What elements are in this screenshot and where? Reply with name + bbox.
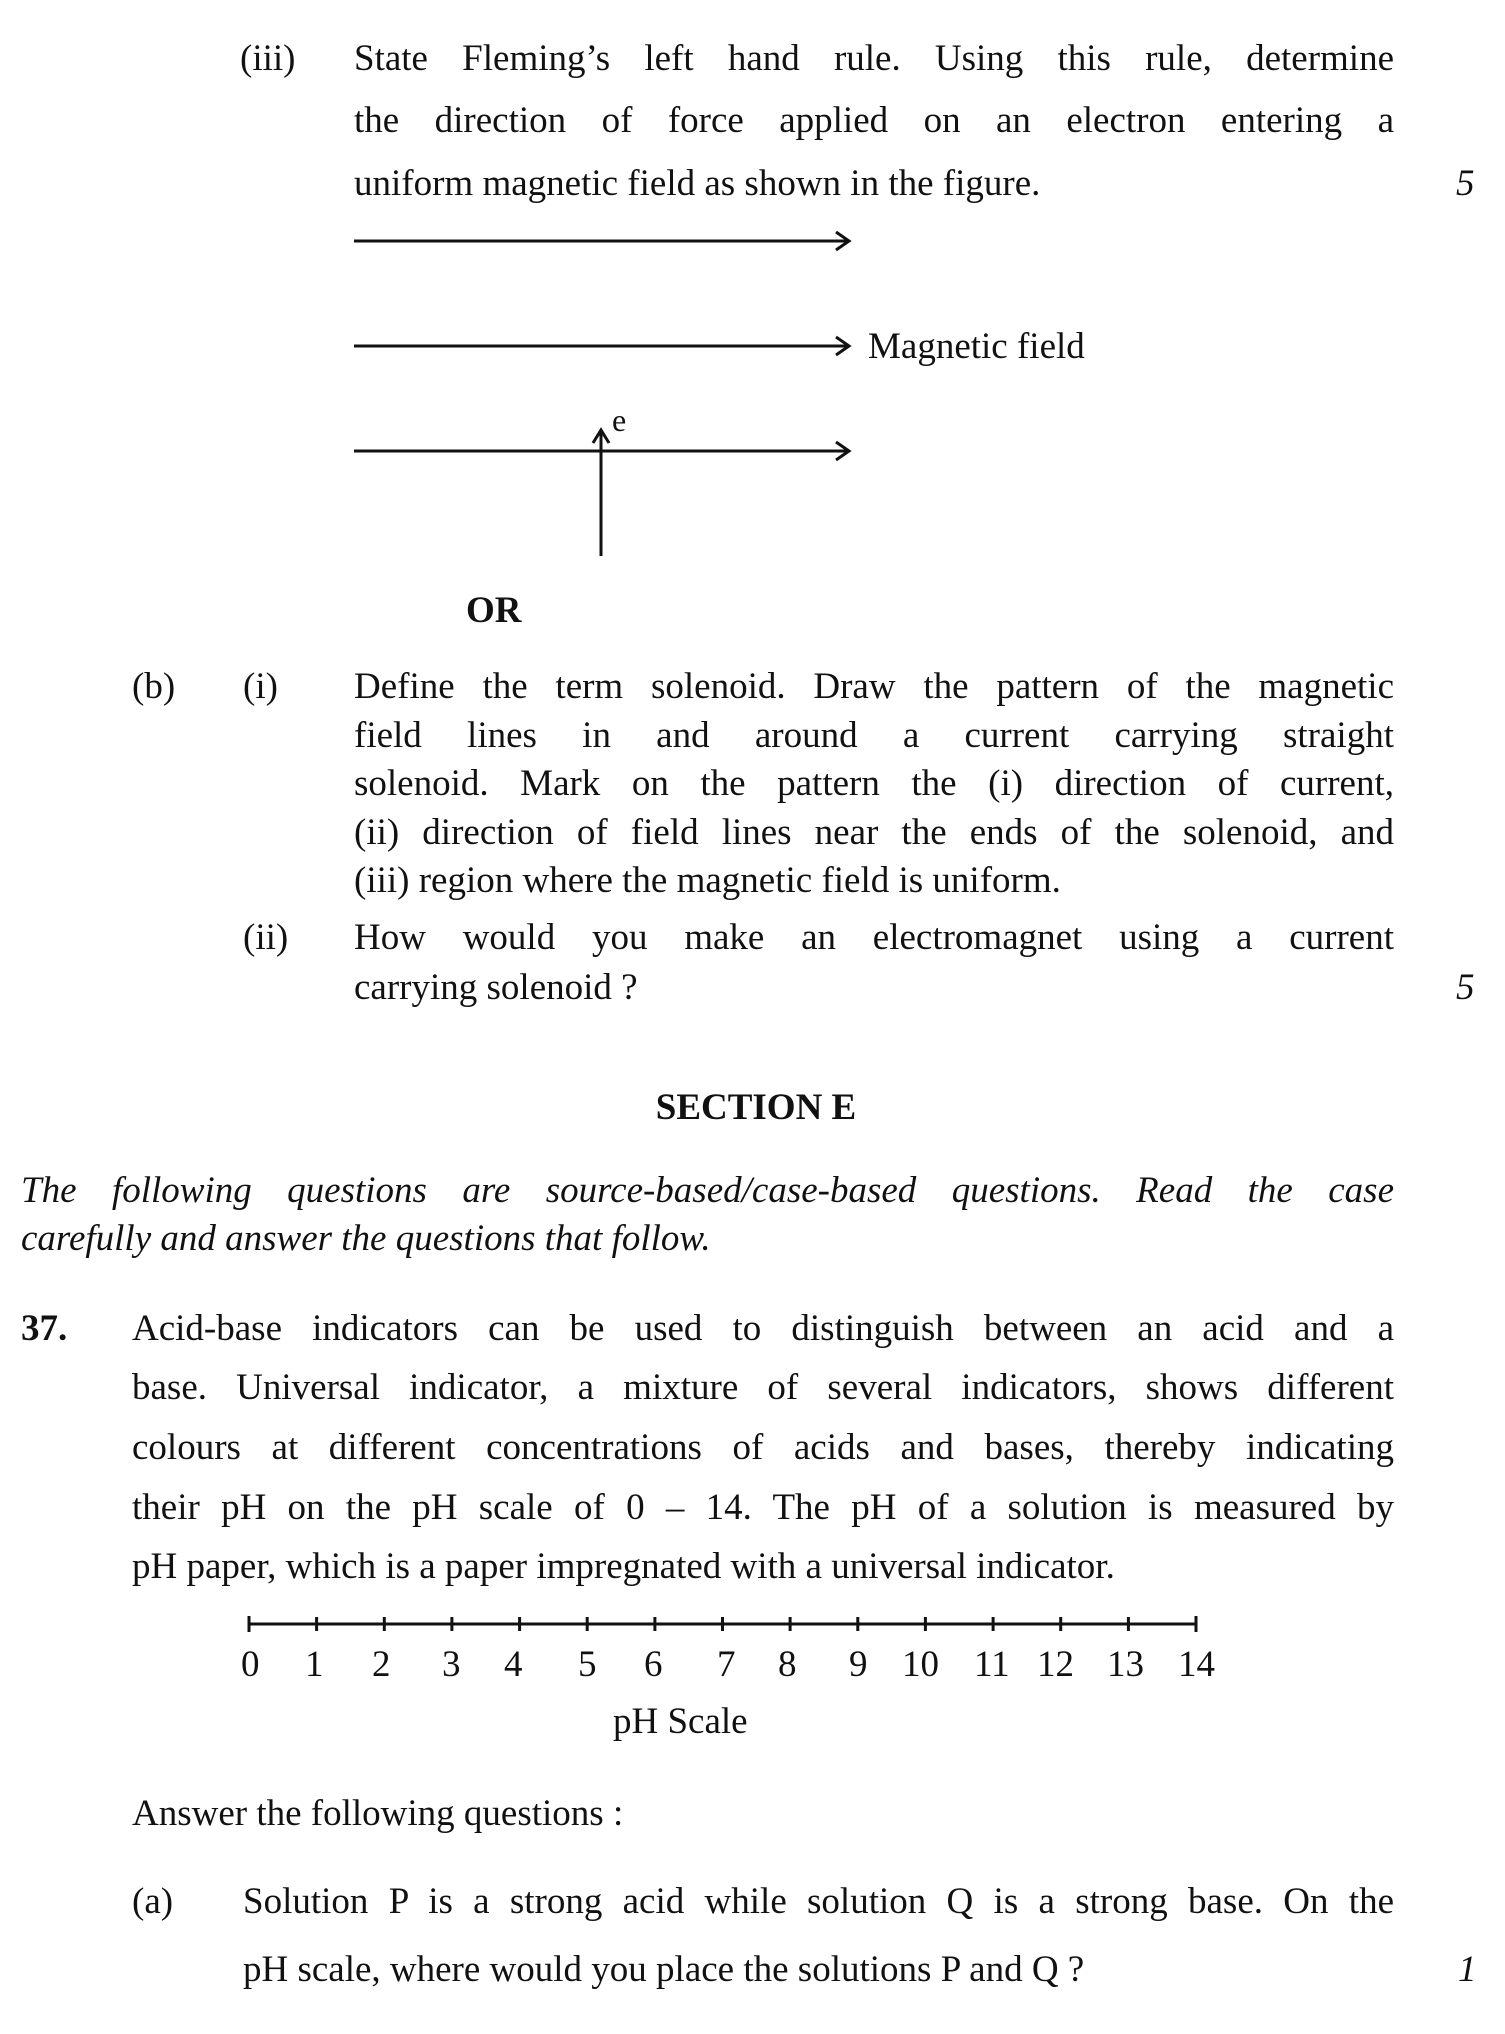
subpart-label-i: (i) [243,666,278,707]
magnetic-field-label: Magnetic field [868,326,1085,367]
marks: 5 [1456,163,1475,204]
ph-tick-label: 2 [372,1644,391,1685]
question-text-line: Solution P is a strong acid while solution Q is a strong base. On the [243,1881,1394,1922]
question-text-line: carrying solenoid ? [354,967,638,1008]
part-label-a: (a) [132,1881,174,1922]
ph-tick-label: 4 [504,1644,523,1685]
question-text-line: How would you make an electromagnet using a current [354,917,1394,958]
ph-tick-label: 14 [1178,1644,1215,1685]
question-text-line: pH paper, which is a paper impregnated with a universal indicator. [132,1546,1115,1587]
section-instruction-line: The following questions are source-based/case-based questions. Read the case [21,1170,1394,1211]
question-text-line: their pH on the pH scale of 0 – 14. The pH of a solution is measured by [132,1487,1394,1528]
marks: 5 [1456,967,1475,1008]
ph-tick-label: 5 [578,1644,597,1685]
ph-tick-label: 12 [1037,1644,1074,1685]
question-text-line: Define the term solenoid. Draw the pattern of the magnetic [354,666,1394,707]
ph-tick-label: 13 [1107,1644,1144,1685]
section-title: SECTION E [655,1087,857,1128]
marks: 1 [1458,1949,1477,1990]
question-text-line: (iii) region where the magnetic field is uniform. [354,860,1061,901]
subpart-label-ii: (ii) [243,917,289,958]
question-text-line: State Fleming’s left hand rule. Using this rule, determine [354,38,1394,79]
question-text-line: base. Universal indicator, a mixture of several indicators, shows different [132,1367,1394,1408]
ph-tick-label: 9 [849,1644,868,1685]
ph-tick-label: 7 [717,1644,736,1685]
section-instruction-line: carefully and answer the questions that follow. [21,1218,711,1259]
ph-tick-label: 0 [241,1644,260,1685]
question-number: 37. [21,1308,68,1349]
question-text-line: colours at different concentrations of acids and bases, thereby indicating [132,1427,1394,1468]
ph-tick-label: 11 [974,1644,1010,1685]
question-text-line: field lines in and around a current carrying straight [354,715,1394,756]
subpart-label-iii: (iii) [240,38,296,79]
electron-label: e [612,402,627,438]
question-text-line: the direction of force applied on an electron entering a [354,100,1394,141]
ph-tick-label: 1 [305,1644,324,1685]
question-text-line: Acid-base indicators can be used to distinguish between an acid and a [132,1308,1394,1349]
or-divider: OR [466,590,522,631]
ph-scale-caption: pH Scale [613,1701,748,1742]
ph-tick-label: 8 [778,1644,797,1685]
question-text-line: pH scale, where would you place the solutions P and Q ? [243,1949,1085,1990]
ph-tick-label: 6 [644,1644,663,1685]
answer-prompt: Answer the following questions : [132,1793,624,1834]
ph-tick-label: 3 [442,1644,461,1685]
question-text-line: uniform magnetic field as shown in the figure. [354,163,1041,204]
ph-tick-label: 10 [902,1644,939,1685]
question-text-line: solenoid. Mark on the pattern the (i) direction of current, [354,763,1394,804]
part-label-b: (b) [132,666,176,707]
question-text-line: (ii) direction of field lines near the ends of the solenoid, and [354,812,1394,853]
